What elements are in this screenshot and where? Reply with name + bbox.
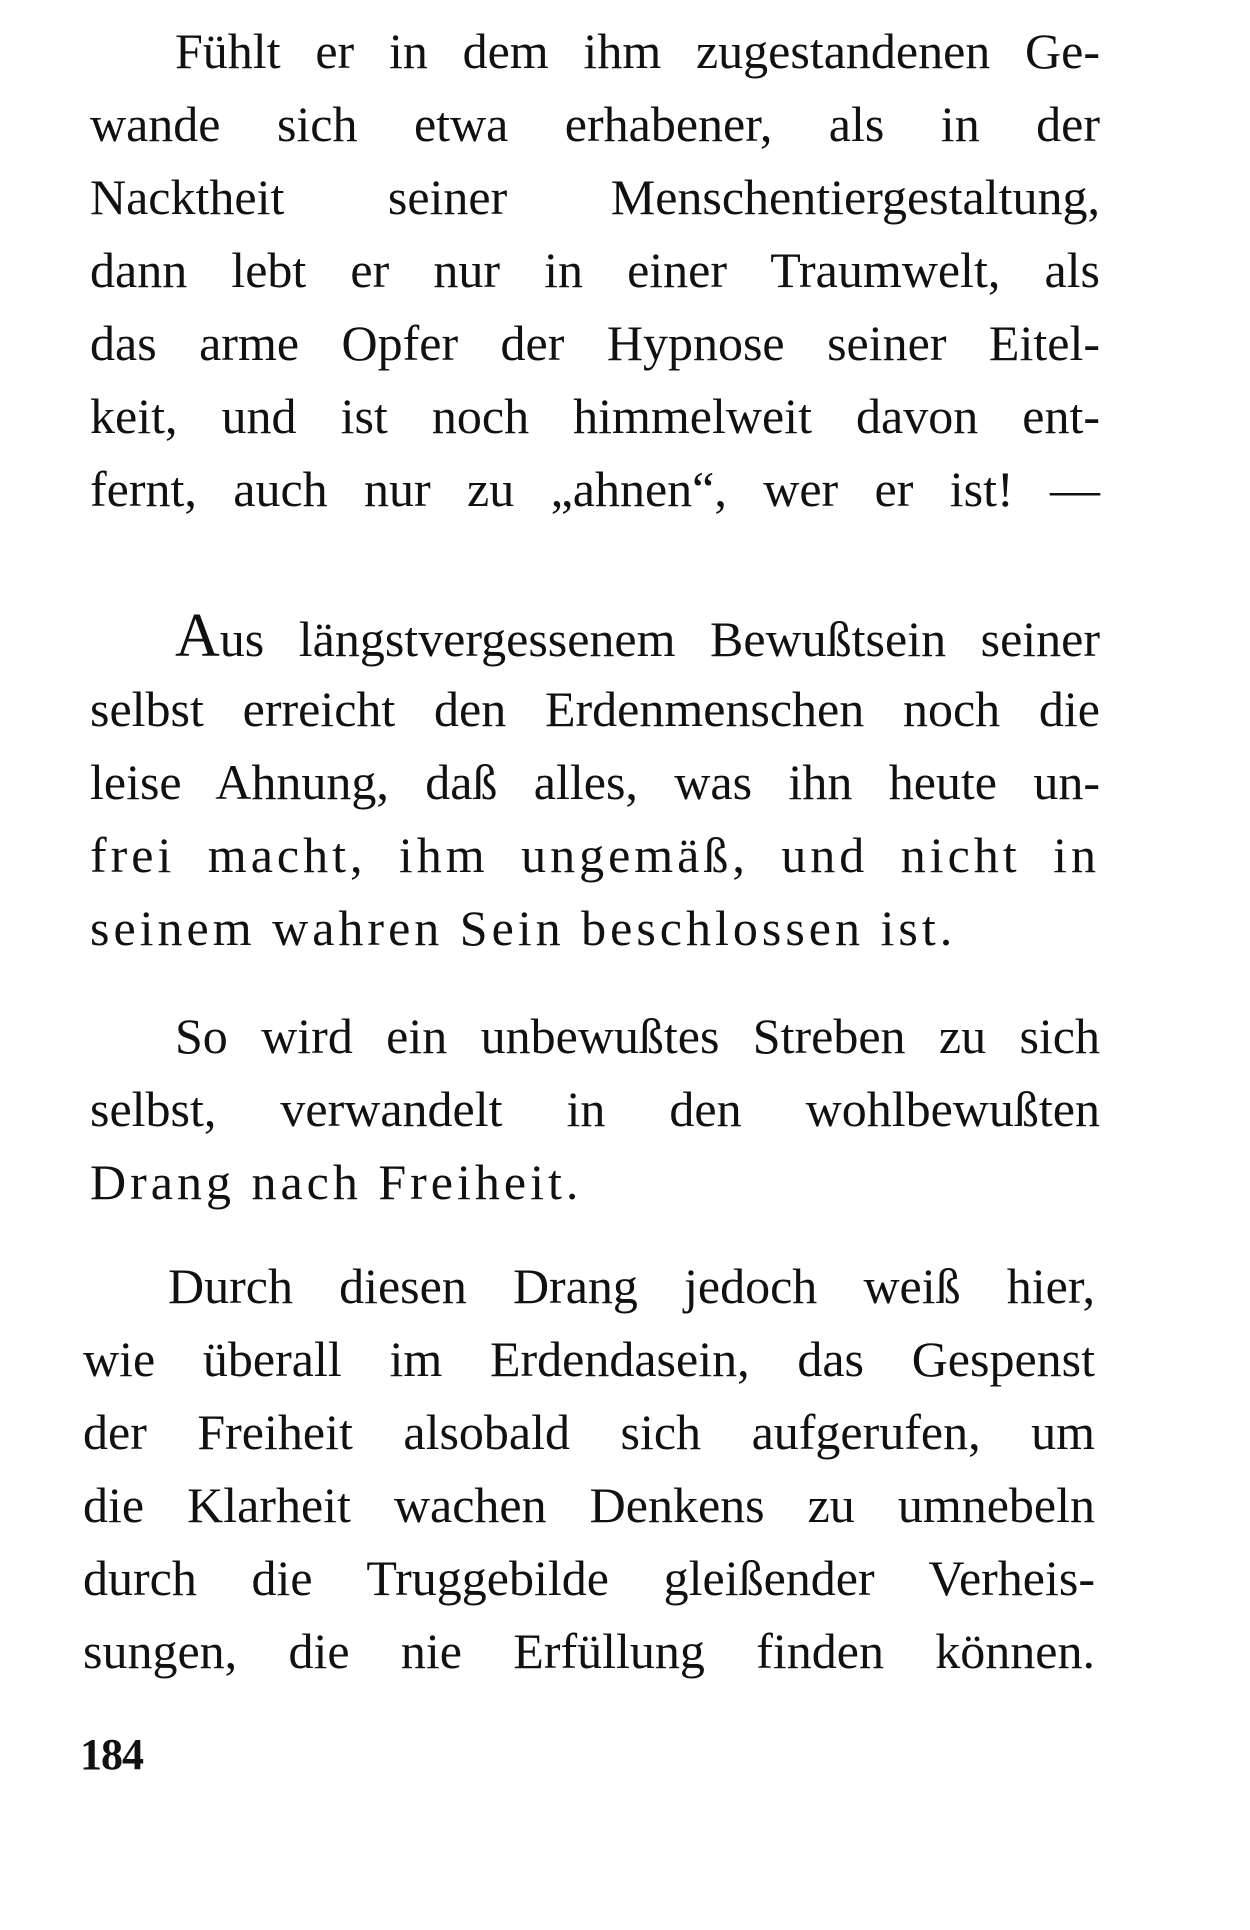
drop-cap: A [175,602,220,670]
text-line: keit, und ist noch himmelweit davon ent- [90,388,1100,444]
paragraph-4 [83,1250,1095,1688]
text-line: Durch diesen Drang jedoch weiß hier, [168,1258,1095,1314]
paragraph-2 [90,600,1100,965]
text-line: das arme Opfer der Hypnose seiner Eitel- [90,315,1100,371]
text-line-first [90,600,1100,673]
text-line: leise Ahnung, daß alles, was ihn heute un- [90,754,1100,810]
text-line: wie überall im Erdendasein, das Gespenst [83,1331,1095,1387]
text-line: fernt, auch nur zu „ahnen“, wer er ist! — [90,461,1100,517]
text-line: Nacktheit seiner Menschentiergestaltung, [90,169,1100,225]
paragraph-1 [90,15,1100,526]
text-line: durch die Truggebilde gleißender Verheis- [83,1550,1095,1606]
text-line: dann lebt er nur in einer Traumwelt, als [90,242,1100,298]
text-line: wande sich etwa erhabener, als in der [90,96,1100,152]
text-line: selbst erreicht den Erdenmenschen noch die [90,681,1100,737]
text-line: So wird ein unbewußtes Streben zu sich [175,1008,1100,1064]
text-line: die Klarheit wachen Denkens zu umnebeln [83,1477,1095,1533]
text-line: Fühlt er in dem ihm zugestandenen Ge- [175,23,1100,79]
text-line: selbst, verwandelt in den wohlbewußten [90,1081,1100,1137]
text-line: sungen, die nie Erfüllung finden können. [83,1623,1095,1679]
page-number: 184 [80,1730,143,1779]
paragraph-3 [90,1000,1100,1219]
text-line: frei macht, ihm ungemäß, und nicht in [90,827,1100,883]
text-line: der Freiheit alsobald sich aufgerufen, um [83,1404,1095,1460]
first-line-text: us längstvergessenem Bewußtsein seiner [219,611,1100,667]
text-line: Drang nach Freiheit. [90,1154,583,1210]
text-line: seinem wahren Sein beschlossen ist. [90,900,957,956]
